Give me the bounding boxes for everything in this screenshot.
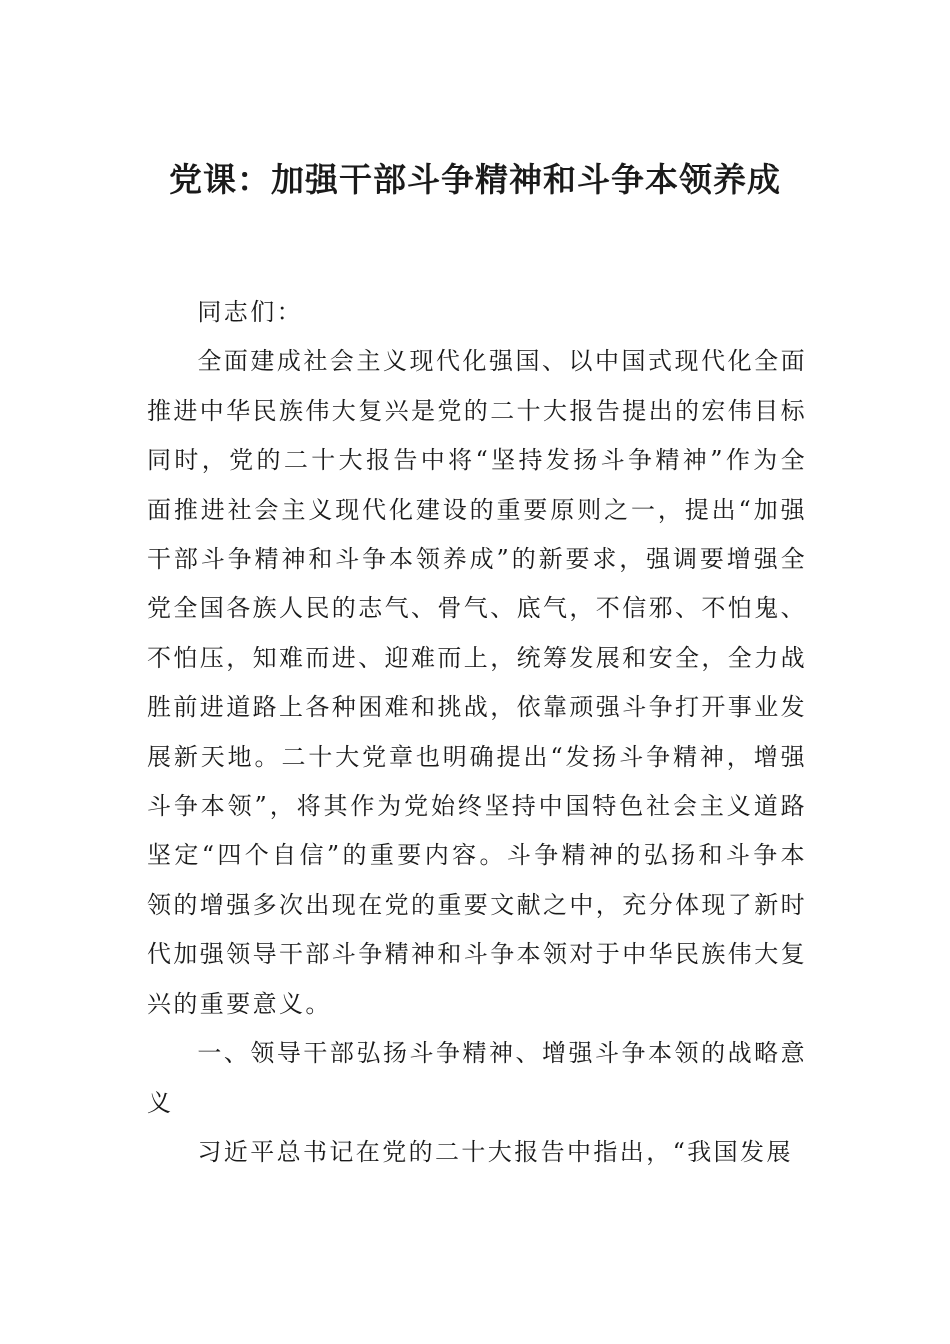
section-heading: 一、领导干部弘扬斗争精神、增强斗争本领的战略意义 (147, 1039, 807, 1117)
document-body (147, 288, 807, 1177)
document-title: 党课：加强干部斗争精神和斗争本领养成 (169, 160, 781, 199)
body-paragraph: 全面建成社会主义现代化强国、以中国式现代化全面推进中华民族伟大复兴是党的二十大报告提出的宏伟目标同时，党的二十大报告中将“坚持发扬斗争精神”作为全面推进社会主义现代化建设的重要原则之一，提出“加强干部斗争精神和斗争本领养成”的新要求，强调要增强全党全国各族人民的志气、骨气、底气，不信邪、不怕鬼、不怕压，知难而进、迎难而上，统筹发展和安全，全力战胜前进道路上各种困难和挑战，依靠顽强斗争打开事业发展新天地。二十大党章也明确提出“发扬斗争精神，增强斗争本领”，将其作为党始终坚持中国特色社会主义道路坚定“四个自信”的重要内容。斗争精神的弘扬和斗争本领的增强多次出现在党的重要文献之中，充分体现了新时代加强领导干部斗争精神和斗争本领对于中华民族伟大复兴的重要意义。 (147, 347, 807, 1018)
body-paragraph: 习近平总书记在党的二十大报告中指出，“我国发展 (197, 1137, 793, 1166)
salutation: 同志们： (197, 298, 303, 326)
